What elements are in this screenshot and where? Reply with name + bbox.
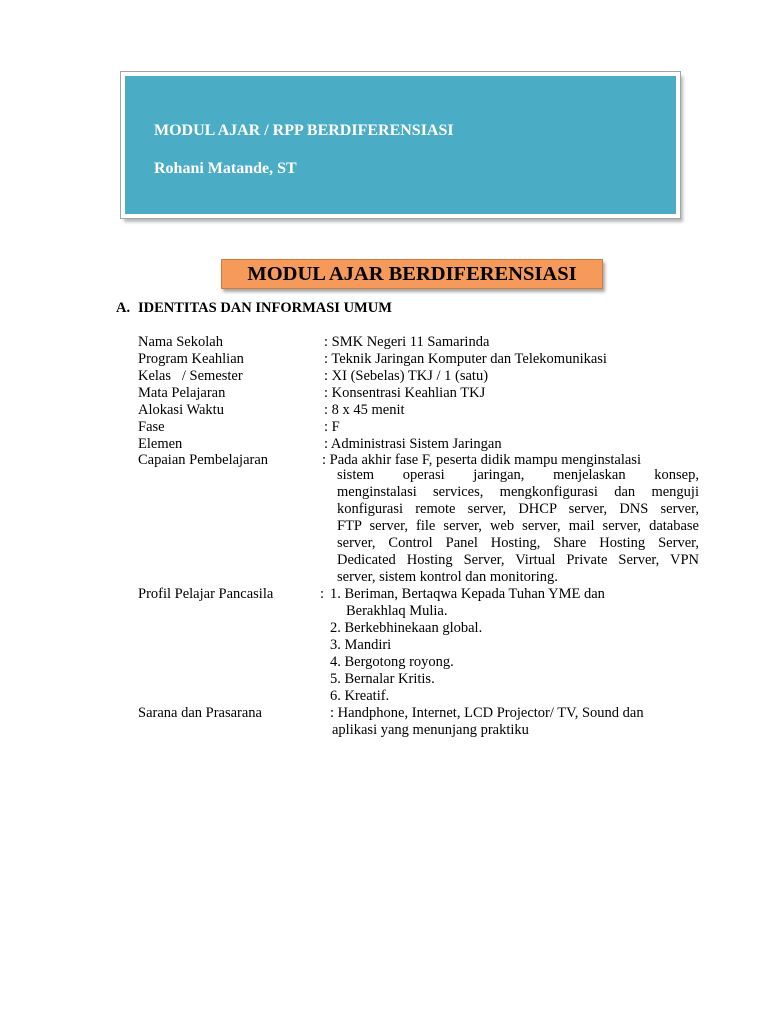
- field-label: Mata Pelajaran: [138, 385, 226, 401]
- field-value: : Konsentrasi Keahlian TKJ: [324, 385, 486, 401]
- field-row-nama-sekolah: [0, 334, 768, 351]
- banner-author: Rohani Matande, ST: [154, 160, 297, 177]
- field-value: : XI (Sebelas) TKJ / 1 (satu): [324, 368, 489, 384]
- field-colon: :: [320, 586, 325, 602]
- sarana-line-1: : Handphone, Internet, LCD Projector/ TV, Sound dan: [330, 705, 644, 721]
- capaian-line: server, sistem kontrol dan monitoring.: [337, 569, 558, 585]
- list-item: 4. Bergotong royong.: [330, 654, 454, 670]
- field-label: Capaian Pembelajaran: [138, 452, 269, 468]
- field-row-program-keahlian: [0, 351, 768, 368]
- list-item: 1. Beriman, Bertaqwa Kepada Tuhan YME dan: [330, 586, 605, 602]
- field-row-elemen: [0, 436, 768, 453]
- capaian-line: server, Control Panel Hosting, Share Hosting Server,: [337, 535, 699, 551]
- list-item: 3. Mandiri: [330, 637, 392, 653]
- banner-title: MODUL AJAR / RPP BERDIFERENSIASI: [154, 122, 454, 139]
- section-heading: [116, 300, 392, 317]
- field-value: : Teknik Jaringan Komputer dan Telekomunikasi: [324, 351, 607, 367]
- list-item: 2. Berkebhinekaan global.: [330, 620, 483, 636]
- capaian-line: sistem operasi jaringan, menjelaskan konsep,: [337, 467, 699, 483]
- field-row-kelas-semester: [0, 368, 768, 385]
- module-title: MODUL AJAR BERDIFERENSIASI: [221, 259, 603, 289]
- field-label: Fase: [138, 419, 165, 435]
- capaian-line: menginstalasi services, mengkonfigurasi dan menguji: [337, 484, 699, 500]
- field-row-mata-pelajaran: [0, 385, 768, 402]
- field-label: Nama Sekolah: [138, 334, 223, 350]
- field-value: : Pada akhir fase F, peserta didik mampu menginstalasi: [322, 452, 641, 468]
- capaian-line: Dedicated Hosting Server, Virtual Private Server, VPN: [337, 552, 699, 568]
- capaian-line: FTP server, file server, web server, mail server, database: [337, 518, 699, 534]
- field-value: : Administrasi Sistem Jaringan: [324, 436, 502, 452]
- field-value: : 8 x 45 menit: [324, 402, 405, 418]
- field-label: Sarana dan Prasarana: [138, 705, 262, 721]
- field-label: Kelas / Semester: [138, 368, 243, 384]
- list-item: 5. Bernalar Kritis.: [330, 671, 435, 687]
- header-banner: [121, 72, 680, 218]
- field-label: Profil Pelajar Pancasila: [138, 586, 274, 602]
- sarana-line-2: aplikasi yang menunjang praktiku: [332, 722, 529, 738]
- list-item: Berakhlaq Mulia.: [346, 603, 448, 619]
- field-value: : F: [324, 419, 340, 435]
- field-label: Program Keahlian: [138, 351, 244, 367]
- capaian-line: konfigurasi remote server, DHCP server, DNS server,: [337, 501, 699, 517]
- field-label: Alokasi Waktu: [138, 402, 224, 418]
- field-row-alokasi-waktu: [0, 402, 768, 419]
- field-label: Elemen: [138, 436, 183, 452]
- section-title: IDENTITAS DAN INFORMASI UMUM: [138, 300, 392, 316]
- capaian-paragraph: [337, 467, 699, 586]
- field-value: : SMK Negeri 11 Samarinda: [324, 334, 490, 350]
- field-row-fase: [0, 419, 768, 436]
- list-item: 6. Kreatif.: [330, 688, 390, 704]
- section-letter: A.: [116, 300, 131, 316]
